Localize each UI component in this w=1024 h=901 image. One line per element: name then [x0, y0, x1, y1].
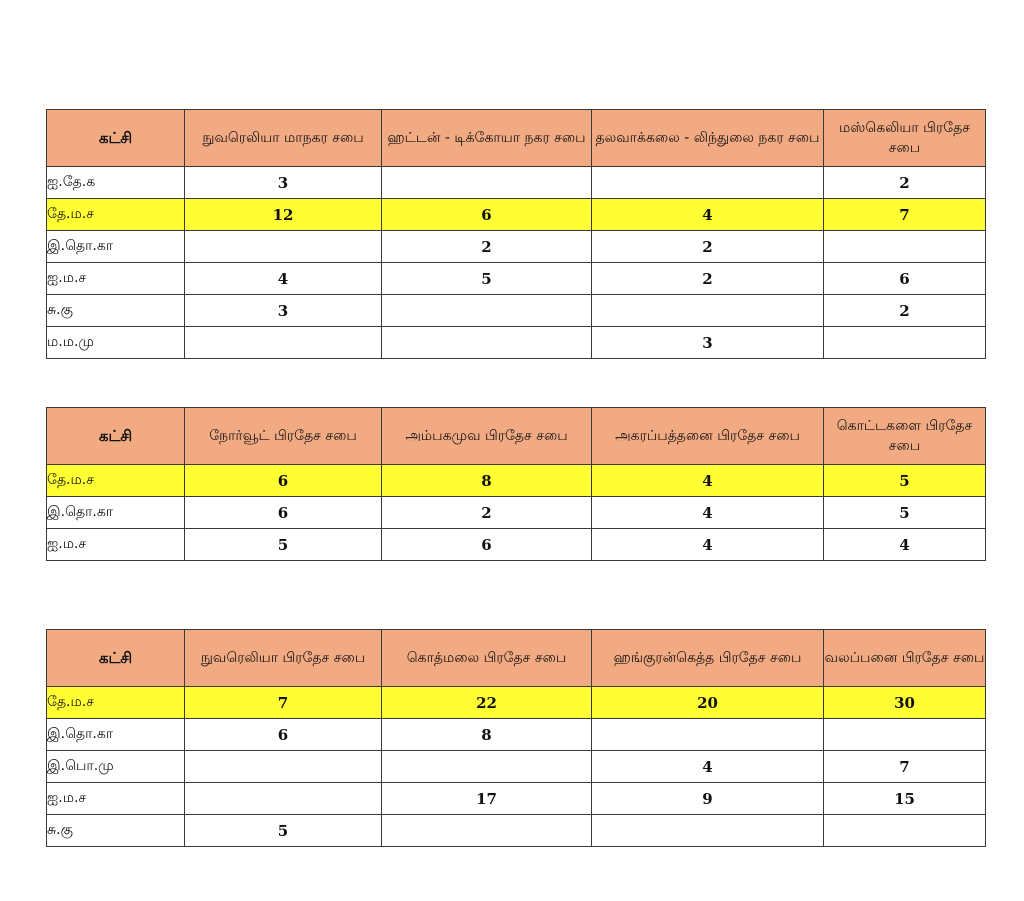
column-header-party: கட்சி: [47, 110, 185, 167]
seat-count-cell: [592, 815, 824, 847]
column-header-party: கட்சி: [47, 630, 185, 687]
seat-count-cell: 6: [185, 497, 382, 529]
seat-count-cell: 7: [824, 199, 986, 231]
seat-count-cell: 6: [382, 199, 592, 231]
table-row: [47, 167, 986, 199]
seat-count-cell: [185, 751, 382, 783]
table-row: [47, 719, 986, 751]
seat-count-cell: [592, 295, 824, 327]
seat-count-cell: [382, 815, 592, 847]
seat-count-cell: 5: [824, 497, 986, 529]
seat-count-cell: 6: [824, 263, 986, 295]
column-header: ஹட்டன் - டிக்கோயா நகர சபை: [382, 110, 592, 167]
seat-table-2: [46, 407, 986, 561]
seat-count-cell: 30: [824, 687, 986, 719]
column-header: நுவரெலியா பிரதேச சபை: [185, 630, 382, 687]
seat-count-cell: 8: [382, 465, 592, 497]
seat-count-cell: 7: [824, 751, 986, 783]
seat-count-cell: 3: [592, 327, 824, 359]
seat-count-cell: 3: [185, 167, 382, 199]
seat-count-cell: [185, 327, 382, 359]
seat-count-cell: 12: [185, 199, 382, 231]
seat-count-cell: 4: [824, 529, 986, 561]
party-cell: இ.தொ.கா: [47, 231, 185, 263]
column-header: கொத்மலை பிரதேச சபை: [382, 630, 592, 687]
seat-count-cell: 8: [382, 719, 592, 751]
party-cell: இ.பொ.மு: [47, 751, 185, 783]
seat-count-cell: 5: [824, 465, 986, 497]
party-cell: சு.கு: [47, 815, 185, 847]
seat-count-cell: 22: [382, 687, 592, 719]
party-cell: ஐ.ம.ச: [47, 783, 185, 815]
seat-count-cell: 2: [824, 167, 986, 199]
seat-count-cell: 7: [185, 687, 382, 719]
table-row-highlighted: [47, 465, 986, 497]
seat-count-cell: 4: [592, 751, 824, 783]
party-cell: தே.ம.ச: [47, 199, 185, 231]
seat-count-cell: 9: [592, 783, 824, 815]
table-row: [47, 295, 986, 327]
table-row: [47, 327, 986, 359]
table-row: [47, 783, 986, 815]
seat-count-cell: 4: [592, 465, 824, 497]
column-header: மஸ்கெலியா பிரதேச சபை: [824, 110, 986, 167]
seat-count-cell: 4: [592, 529, 824, 561]
seat-count-cell: 6: [185, 719, 382, 751]
seat-count-cell: [824, 719, 986, 751]
party-cell: ம.ம.மு: [47, 327, 185, 359]
party-cell: தே.ம.ச: [47, 687, 185, 719]
seat-count-cell: [382, 751, 592, 783]
party-cell: தே.ம.ச: [47, 465, 185, 497]
column-header: ஹங்குரன்கெத்த பிரதேச சபை: [592, 630, 824, 687]
table-row-highlighted: [47, 199, 986, 231]
seat-count-cell: [824, 231, 986, 263]
seat-table-3: [46, 629, 986, 847]
table-row-highlighted: [47, 687, 986, 719]
seat-count-cell: 5: [382, 263, 592, 295]
seat-count-cell: 2: [382, 497, 592, 529]
seat-count-cell: 2: [382, 231, 592, 263]
seat-count-cell: 17: [382, 783, 592, 815]
seat-count-cell: 2: [592, 263, 824, 295]
table-row: [47, 263, 986, 295]
seat-count-cell: [382, 295, 592, 327]
table-row: [47, 815, 986, 847]
column-header: நுவரெலியா மாநகர சபை: [185, 110, 382, 167]
party-cell: சு.கு: [47, 295, 185, 327]
seat-table-1: [46, 109, 986, 359]
seat-count-cell: 6: [185, 465, 382, 497]
table-header-row: [47, 110, 986, 167]
table-header-row: [47, 408, 986, 465]
seat-count-cell: 4: [592, 497, 824, 529]
table-row: [47, 751, 986, 783]
seat-count-cell: 3: [185, 295, 382, 327]
table-row: [47, 231, 986, 263]
column-header: கொட்டகளை பிரதேச சபை: [824, 408, 986, 465]
table-row: [47, 497, 986, 529]
seat-count-cell: 4: [592, 199, 824, 231]
seat-count-cell: [824, 327, 986, 359]
party-cell: ஐ.ம.ச: [47, 529, 185, 561]
seat-count-cell: 5: [185, 529, 382, 561]
column-header: அகரப்பத்தனை பிரதேச சபை: [592, 408, 824, 465]
seat-count-cell: [592, 719, 824, 751]
seat-count-cell: [592, 167, 824, 199]
column-header: தலவாக்கலை - லிந்துலை நகர சபை: [592, 110, 824, 167]
party-cell: ஐ.தே.க: [47, 167, 185, 199]
seat-count-cell: 15: [824, 783, 986, 815]
seat-count-cell: [185, 783, 382, 815]
seat-count-cell: [824, 815, 986, 847]
table-row: [47, 529, 986, 561]
table-header-row: [47, 630, 986, 687]
seat-count-cell: [185, 231, 382, 263]
seat-count-cell: [382, 327, 592, 359]
party-cell: ஐ.ம.ச: [47, 263, 185, 295]
column-header: வலப்பனை பிரதேச சபை: [824, 630, 986, 687]
column-header: நோர்வூட் பிரதேச சபை: [185, 408, 382, 465]
party-cell: இ.தொ.கா: [47, 719, 185, 751]
seat-count-cell: 4: [185, 263, 382, 295]
seat-count-cell: 5: [185, 815, 382, 847]
seat-count-cell: 6: [382, 529, 592, 561]
seat-count-cell: 2: [824, 295, 986, 327]
seat-count-cell: 2: [592, 231, 824, 263]
column-header: அம்பகமுவ பிரதேச சபை: [382, 408, 592, 465]
party-cell: இ.தொ.கா: [47, 497, 185, 529]
column-header-party: கட்சி: [47, 408, 185, 465]
seat-count-cell: [382, 167, 592, 199]
seat-count-cell: 20: [592, 687, 824, 719]
